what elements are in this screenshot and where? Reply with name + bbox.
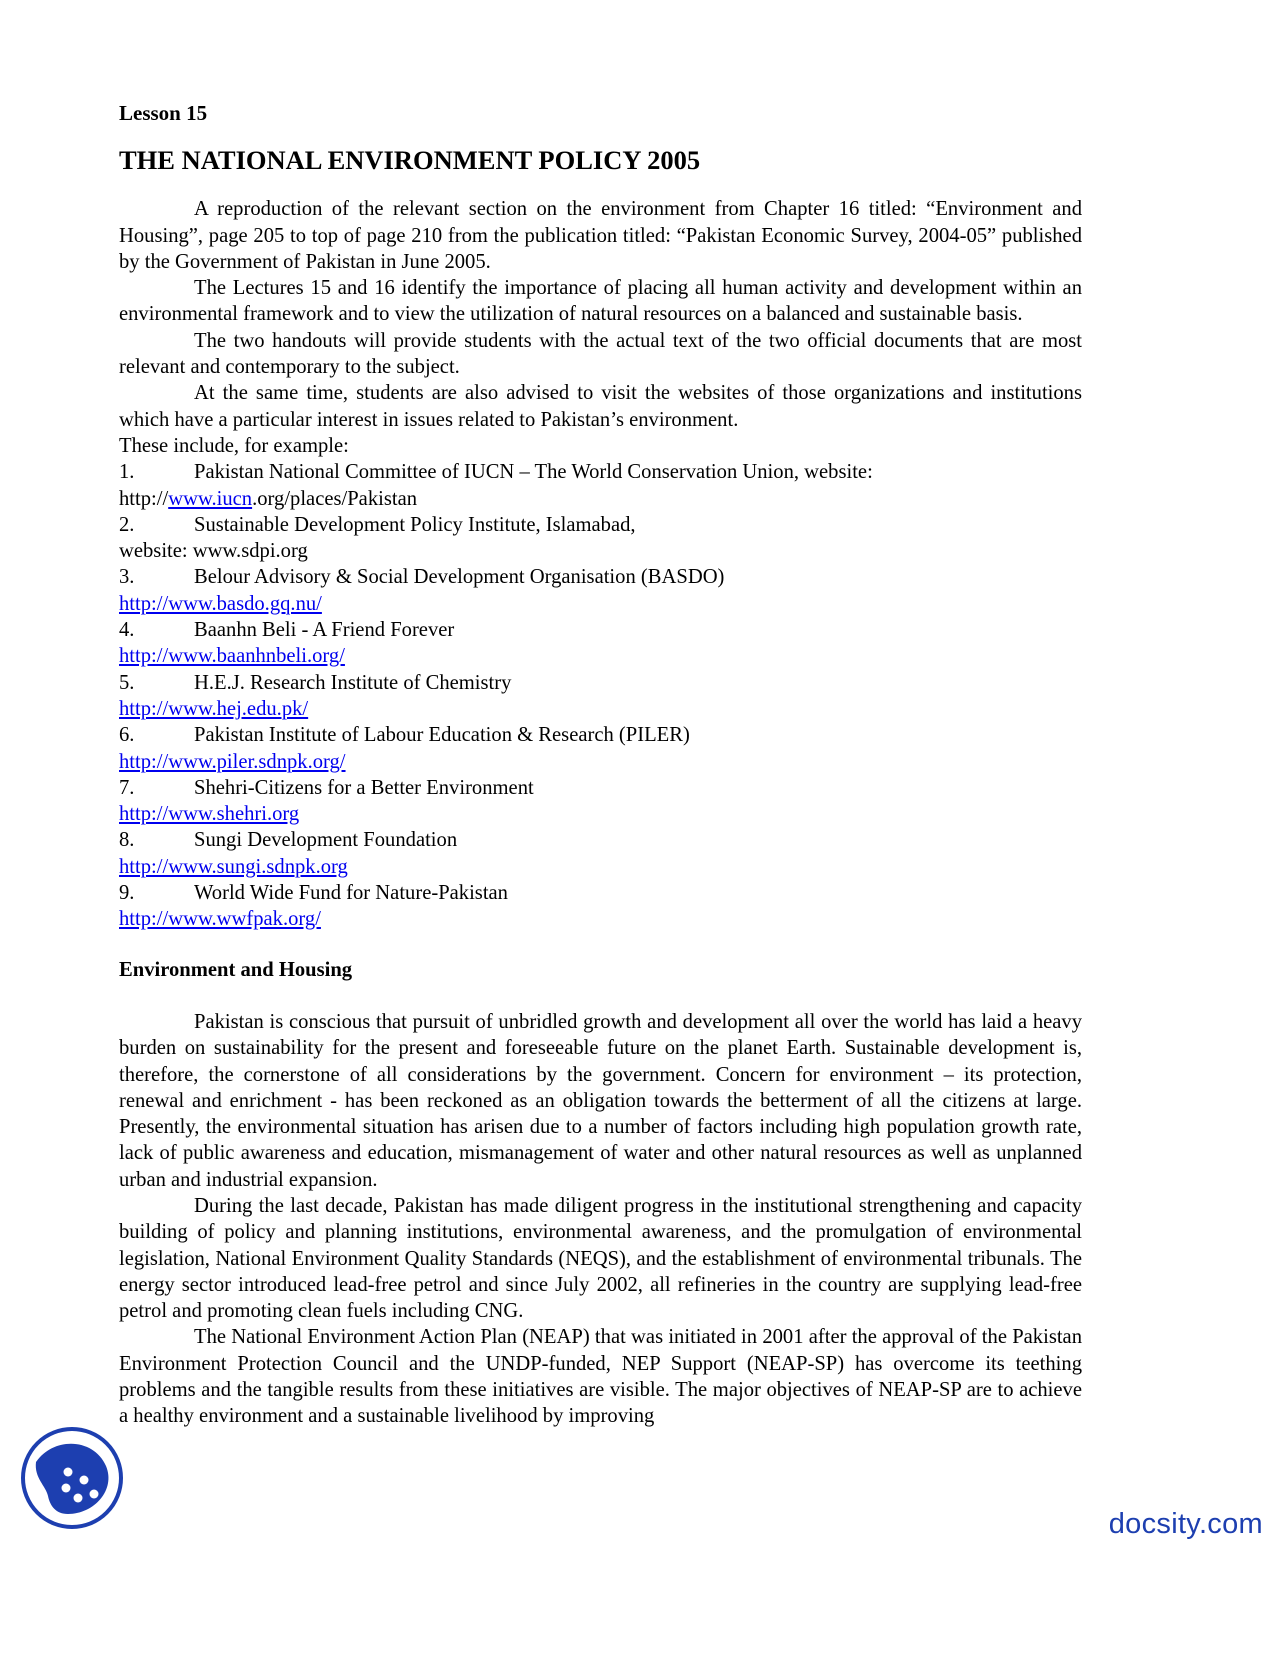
- list-number: 5.: [119, 671, 135, 694]
- list-number: 2.: [119, 513, 135, 536]
- org-link-sdpi: website: www.sdpi.org: [119, 540, 308, 563]
- org-list-item: [119, 564, 1082, 590]
- section-paragraph: The National Environment Action Plan (NEAP) that was initiated in 2001 after the approval of the Pakistan Environment Protection Council and the UNDP-funded, NEP Support (NEAP-SP) has overcome its teething problems and the tangible results from these initiatives are visible. The major objectives of NEAP-SP are to achieve a healthy environment and a sustainable livelihood by improving: [119, 1326, 1082, 1428]
- list-number: 6.: [119, 724, 135, 747]
- intro-paragraph: The two handouts will provide students with the actual text of the two official documents that are most relevant and contemporary to the subject.: [119, 329, 1082, 379]
- list-number: 8.: [119, 829, 135, 852]
- list-number: 3.: [119, 566, 135, 589]
- org-link-wwf[interactable]: http://www.wwfpak.org/: [119, 908, 321, 931]
- org-list-item: [119, 827, 1082, 853]
- intro-paragraph: The Lectures 15 and 16 identify the importance of placing all human activity and development within an environmental framework and to view the utilization of natural resources on a balanced and sustainable basis.: [119, 277, 1082, 326]
- list-number: 9.: [119, 882, 135, 905]
- section-paragraph: Pakistan is conscious that pursuit of unbridled growth and development all over the world has laid a heavy burden on sustainability for the present and foreseeable future on the planet Earth. Sustainable development is, therefore, the cornerstone of all considerations by the government. Concern for environment – its protection, renewal and enrichment - has been reckoned as an obligation towards the betterment of all the citizens at large. Presently, the environmental situation has arisen due to a number of factors including high population growth rate, lack of public awareness and education, mismanagement of water and other natural resources as well as unplanned urban and industrial expansion.: [119, 1010, 1082, 1191]
- intro-paragraph: At the same time, students are also advised to visit the websites of those organizations and institutions which have a particular interest in issues related to Pakistan’s environment.: [119, 382, 1082, 431]
- docsity-logo-icon: [20, 1426, 124, 1530]
- document-page: [119, 100, 1082, 1430]
- org-list-item: [119, 775, 1082, 801]
- org-link-sungi[interactable]: http://www.sungi.sdnpk.org: [119, 855, 348, 878]
- org-link-basdo[interactable]: http://www.basdo.gq.nu/: [119, 592, 322, 615]
- org-name: Belour Advisory & Social Development Organisation (BASDO): [194, 566, 725, 589]
- section-paragraph: During the last decade, Pakistan has made diligent progress in the institutional strengthening and capacity building of policy and planning institutions, environmental awareness, and the promulgation of environmental legislation, National Environment Quality Standards (NEQS), and the establishment of environmental tribunals. The energy sector introduced lead-free petrol and since July 2002, all refineries in the country are supplying lead-free petrol and promoting clean fuels including CNG.: [119, 1194, 1082, 1323]
- section-heading: Environment and Housing: [119, 958, 353, 981]
- org-list-item: [119, 722, 1082, 748]
- org-link-line: http://www.iucn.org/places/Pakistan: [119, 487, 418, 510]
- list-number: 4.: [119, 619, 135, 642]
- lesson-label: Lesson 15: [119, 101, 208, 125]
- org-list-item: [119, 880, 1082, 906]
- org-link-iucn[interactable]: www.iucn: [168, 487, 253, 510]
- org-name: Sustainable Development Policy Institute, Islamabad,: [194, 513, 636, 536]
- list-intro: These include, for example:: [119, 434, 349, 457]
- list-number: 1.: [119, 461, 135, 484]
- org-list-item: [119, 512, 1082, 538]
- org-link-shehri[interactable]: http://www.shehri.org: [119, 803, 300, 826]
- org-link-hej[interactable]: http://www.hej.edu.pk/: [119, 697, 309, 720]
- org-list-item: [119, 617, 1082, 643]
- org-name: World Wide Fund for Nature-Pakistan: [194, 882, 508, 905]
- org-link-piler[interactable]: http://www.piler.sdnpk.org/: [119, 750, 346, 773]
- org-name: H.E.J. Research Institute of Chemistry: [194, 671, 512, 694]
- org-name: Pakistan Institute of Labour Education & Research (PILER): [194, 724, 690, 747]
- page-title: THE NATIONAL ENVIRONMENT POLICY 2005: [119, 145, 701, 176]
- list-number: 7.: [119, 776, 135, 799]
- org-list-item: [119, 459, 1082, 485]
- org-list-item: [119, 670, 1082, 696]
- intro-paragraph: A reproduction of the relevant section on the environment from Chapter 16 titled: “Environment and Housing”, page 205 to top of page 210 from the publication titled: “Pakistan Economic Survey, 2004-05” published by the Government of Pakistan in June 2005.: [119, 198, 1082, 273]
- org-link-baanhnbeli[interactable]: http://www.baanhnbeli.org/: [119, 645, 345, 668]
- org-name: Sungi Development Foundation: [194, 829, 458, 852]
- org-name: Pakistan National Committee of IUCN – The World Conservation Union, website:: [194, 461, 873, 484]
- org-name: Baanhn Beli - A Friend Forever: [194, 619, 455, 642]
- docsity-brand-text: docsity.com: [1108, 1508, 1263, 1540]
- org-name: Shehri-Citizens for a Better Environment: [194, 776, 534, 799]
